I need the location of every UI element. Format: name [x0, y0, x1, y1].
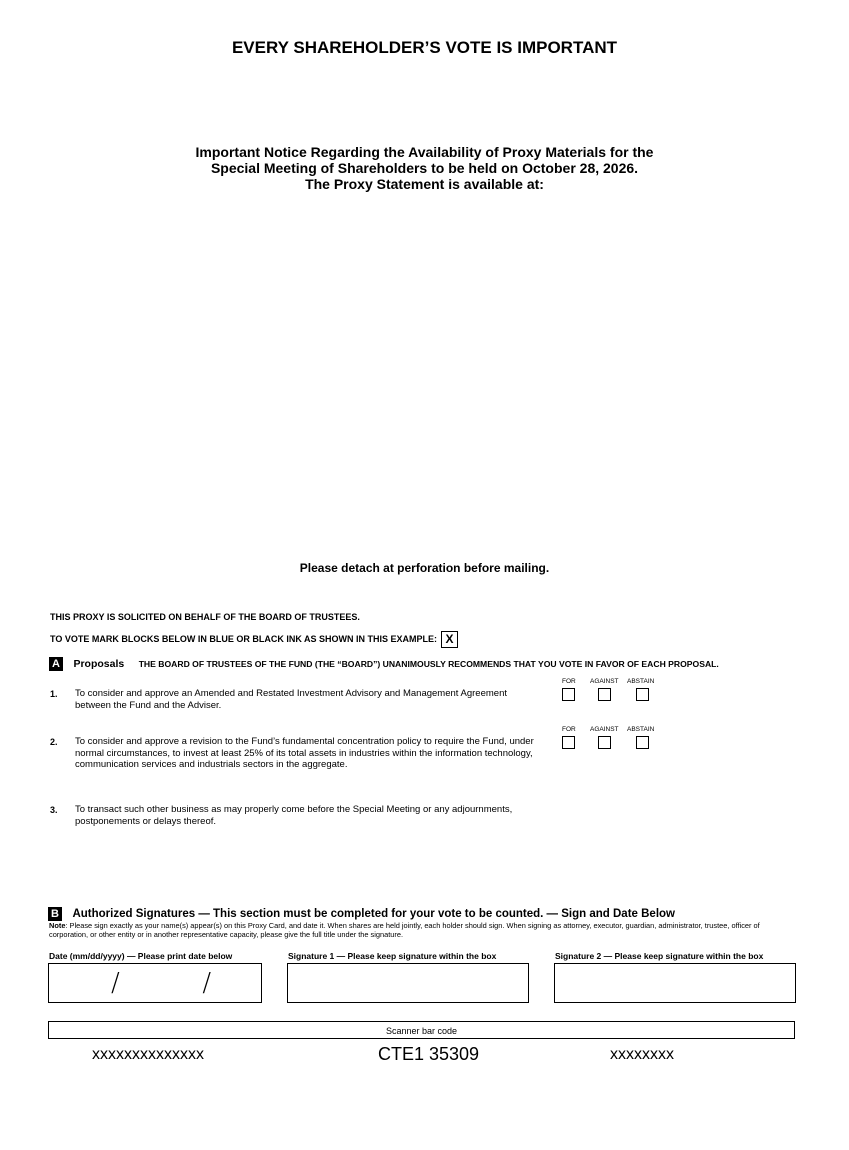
- signature-note: [49, 921, 789, 939]
- note-text: : Please sign exactly as your name(s) appear(s) on this Proxy Card, and date it. When shares are held jointly, each holder should sign. When signing as attorney, executor, guardian, administrator, trustee, officer of corporation, or other entity or in another representative capacity, please give the full title under the signature.: [49, 921, 760, 939]
- section-a-label: Proposals: [73, 658, 125, 670]
- signature-1-box[interactable]: [287, 963, 529, 1003]
- notice-line-1: Important Notice Regarding the Availability of Proxy Materials for the: [195, 144, 654, 160]
- signature-2-label: Signature 2 — Please keep signature within the box: [555, 951, 764, 961]
- proposal-1-against-checkbox[interactable]: [598, 688, 611, 701]
- proposal-1-number: 1.: [50, 689, 58, 699]
- section-a-header: [49, 654, 769, 672]
- proposal-2-number: 2.: [50, 737, 58, 747]
- page-title: EVERY SHAREHOLDER’S VOTE IS IMPORTANT: [231, 38, 618, 57]
- left-code: xxxxxxxxxxxxxx: [92, 1046, 204, 1063]
- signature-1-label: Signature 1 — Please keep signature within the box: [288, 951, 497, 961]
- proposal-1-for-header: FOR: [562, 678, 576, 685]
- date-label: Date (mm/dd/yyyy) — Please print date below: [49, 951, 233, 961]
- proposal-2-against-header: AGAINST: [590, 726, 619, 733]
- date-slashes: / /: [111, 968, 212, 998]
- right-code: xxxxxxxx: [610, 1046, 674, 1063]
- section-a-badge: A: [49, 657, 63, 671]
- notice-line-2: Special Meeting of Shareholders to be held on October 28, 2026.: [210, 160, 639, 176]
- proposal-2-for-checkbox[interactable]: [562, 736, 575, 749]
- section-b-badge: B: [48, 907, 62, 921]
- proposal-1-abstain-header: ABSTAIN: [627, 678, 655, 685]
- center-code: CTE1 35309: [378, 1044, 480, 1064]
- note-label: Note: [49, 921, 66, 930]
- proposal-1-for-checkbox[interactable]: [562, 688, 575, 701]
- proposal-2-abstain-checkbox[interactable]: [636, 736, 649, 749]
- voting-instructions-text: TO VOTE MARK BLOCKS BELOW IN BLUE OR BLACK INK AS SHOWN IN THIS EXAMPLE:: [50, 633, 437, 644]
- section-b-header: [48, 904, 808, 922]
- proxy-availability-notice: [0, 144, 849, 192]
- proposal-3-text: To transact such other business as may properly come before the Special Meeting or any adjournments, postponements or delays thereof.: [75, 804, 513, 827]
- proposal-2-against-checkbox[interactable]: [598, 736, 611, 749]
- proposal-1-text: To consider and approve an Amended and Restated Investment Advisory and Management Agreement between the Fund and the Adviser.: [75, 688, 507, 711]
- proposal-2-text: To consider and approve a revision to the Fund’s fundamental concentration policy to require the Fund, under normal circumstances, to invest at least 25% of its total assets in industries within the information technology, communication services and industrials sectors in the aggregate.: [75, 736, 534, 770]
- solicited-statement: THIS PROXY IS SOLICITED ON BEHALF OF THE BOARD OF TRUSTEES.: [50, 612, 360, 622]
- proposal-2-for-header: FOR: [562, 726, 576, 733]
- notice-line-3: The Proxy Statement is available at:: [305, 176, 544, 192]
- board-recommendation: THE BOARD OF TRUSTEES OF THE FUND (THE “BOARD”) UNANIMOUSLY RECOMMENDS THAT YOU VOTE IN FAVOR OF EACH PROPOSAL.: [138, 659, 719, 669]
- signature-2-box[interactable]: [554, 963, 796, 1003]
- proposal-2-abstain-header: ABSTAIN: [627, 726, 655, 733]
- detach-instruction: Please detach at perforation before mailing.: [299, 561, 550, 575]
- proposal-1-against-header: AGAINST: [590, 678, 619, 685]
- proposal-1-abstain-checkbox[interactable]: [636, 688, 649, 701]
- scanner-bar-code-box: Scanner bar code: [48, 1021, 795, 1039]
- date-input-box[interactable]: [48, 963, 262, 1003]
- proposal-3-number: 3.: [50, 805, 58, 815]
- example-mark-box: X: [441, 631, 458, 648]
- voting-instructions: [50, 631, 458, 648]
- section-b-title: Authorized Signatures — This section must be completed for your vote to be counted. — Sign and Date Below: [72, 908, 675, 920]
